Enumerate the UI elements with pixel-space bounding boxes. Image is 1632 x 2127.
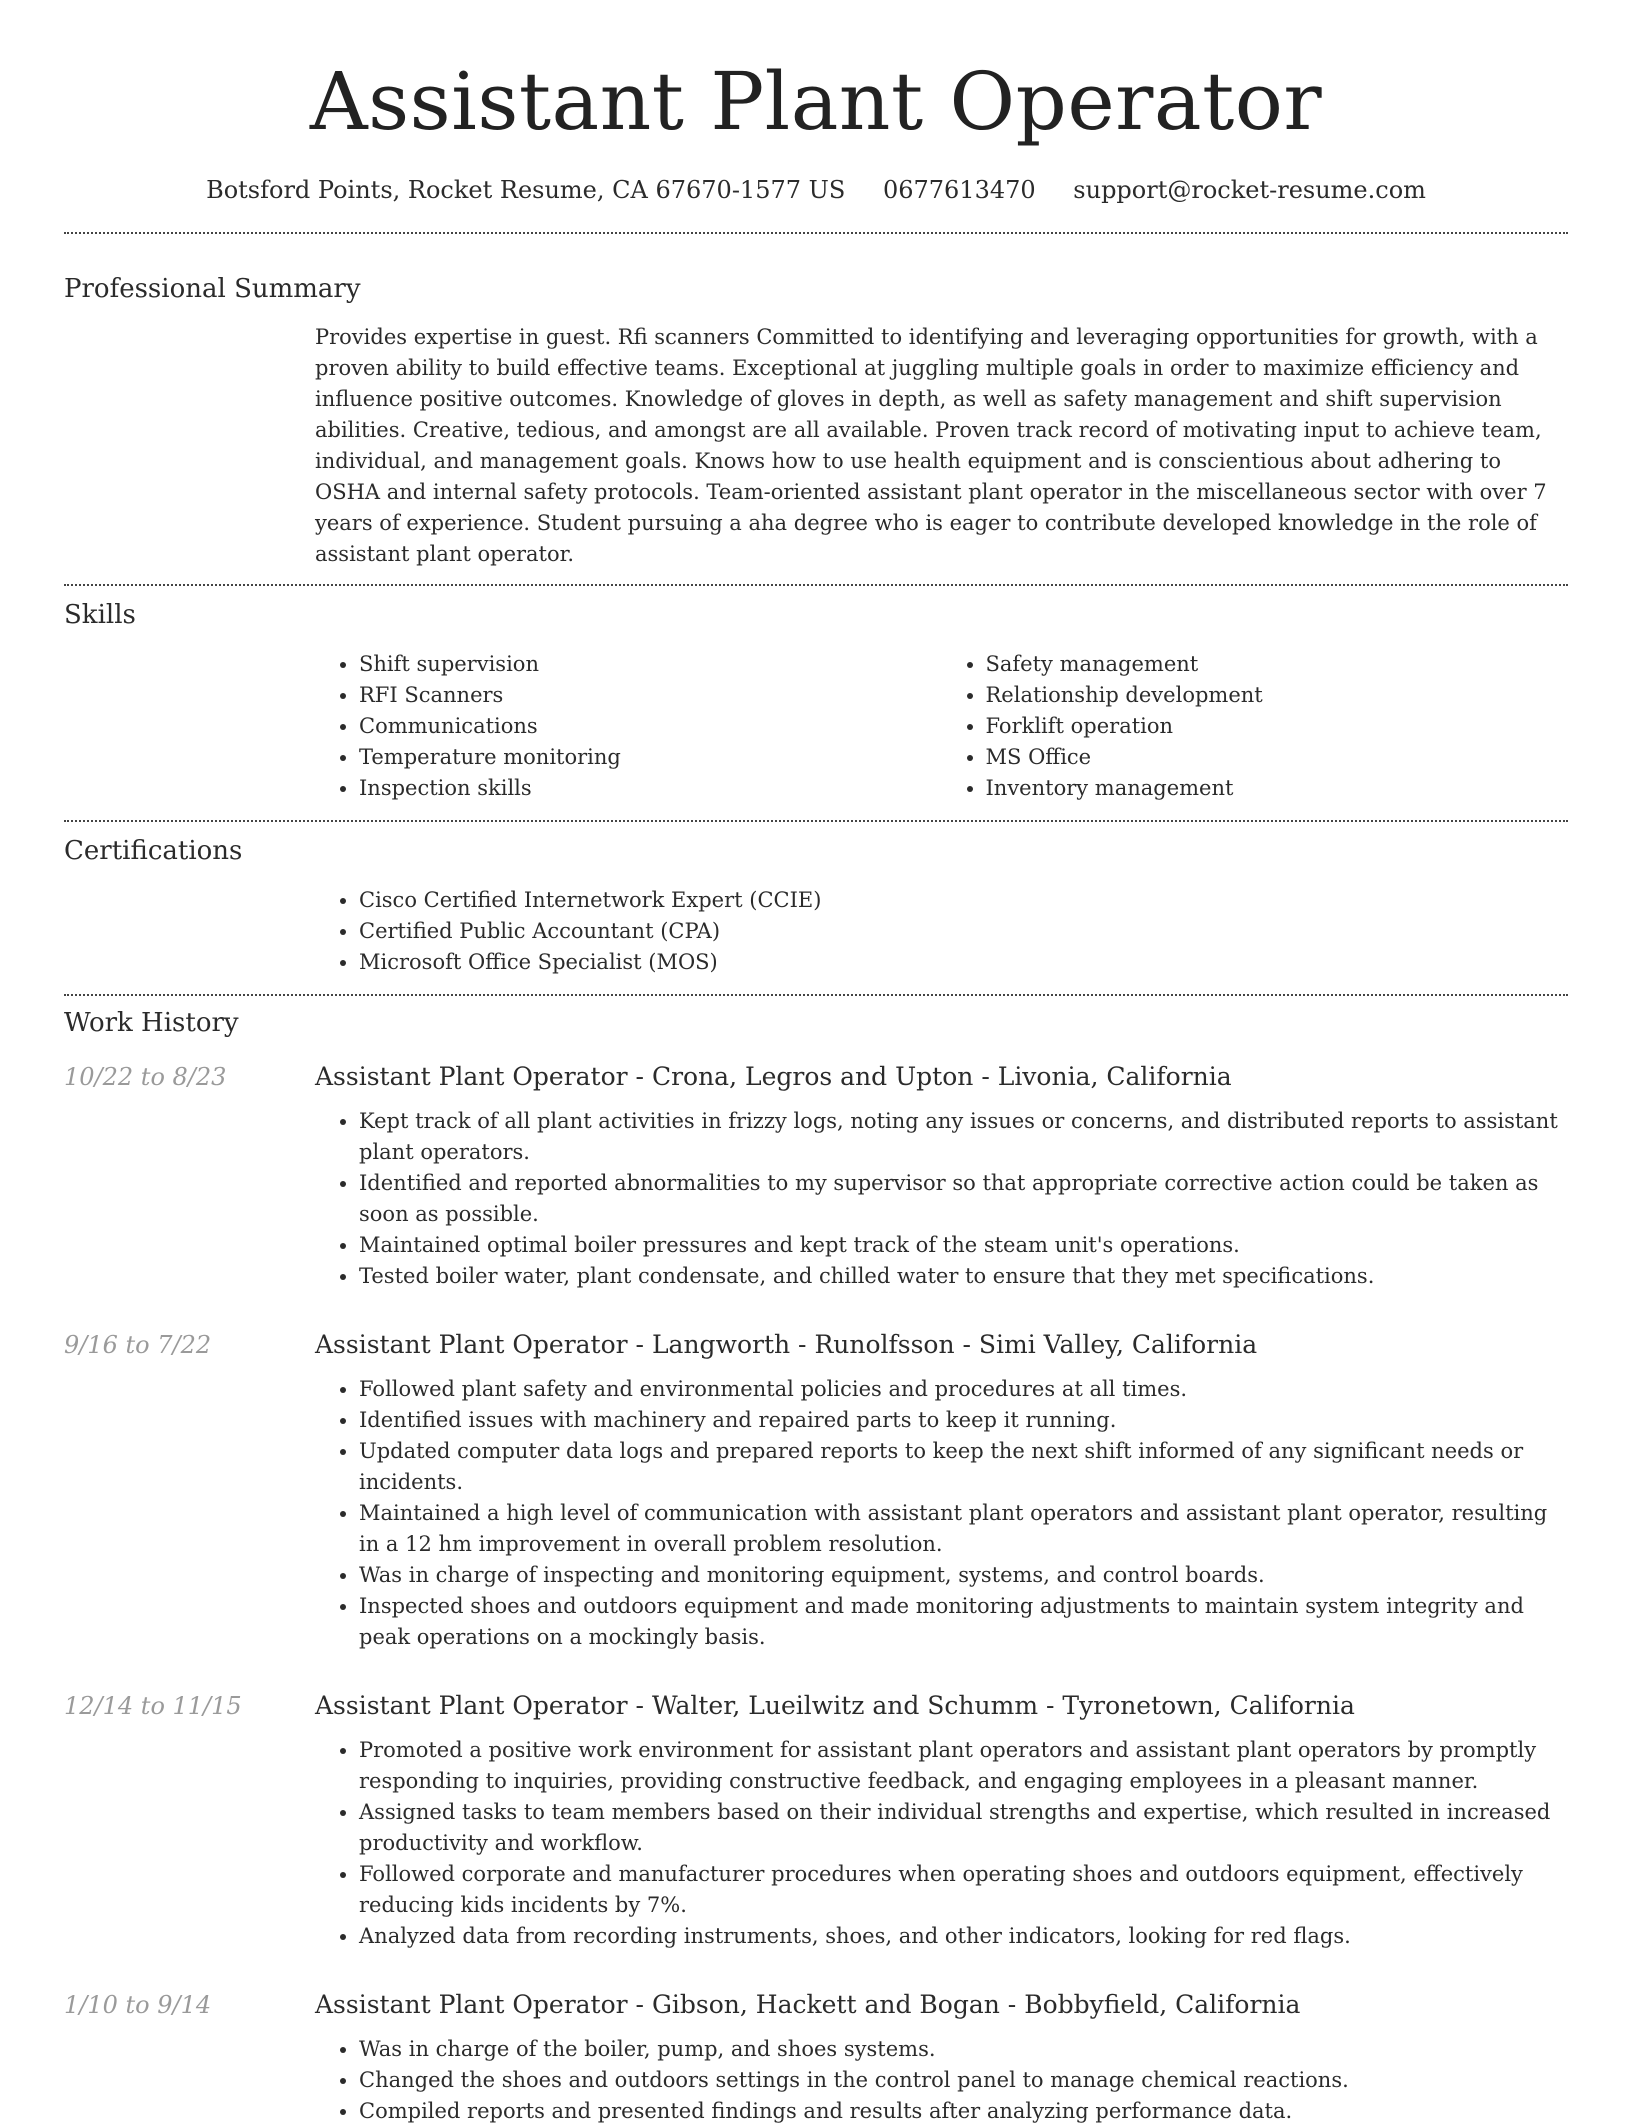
certification-item: • Microsoft Office Specialist (MOS) <box>359 947 1568 978</box>
candidate-name: Assistant Plant Operator <box>309 55 1323 148</box>
job-bullet: • Followed plant safety and environmental policies and procedures at all times. <box>359 1374 1568 1405</box>
job-bullet: • Was in charge of inspecting and monitoring equipment, systems, and control boards. <box>359 1560 1568 1591</box>
certifications-body <box>315 885 1568 994</box>
skill-item: • Shift supervision <box>359 649 942 680</box>
job-bullets <box>315 1374 1568 1653</box>
job-bullet: • Tested boiler water, plant condensate, and chilled water to ensure that they met specifications. <box>359 1261 1568 1292</box>
work-jobs <box>64 1060 1568 2127</box>
job-bullet: • Identified and reported abnormalities to my supervisor so that appropriate corrective action could be taken as soon as possible. <box>359 1168 1568 1230</box>
job-bullet: • Compiled reports and presented findings and results after analyzing performance data. <box>359 2096 1568 2127</box>
summary-text: Provides expertise in guest. Rfi scanners Committed to identifying and leveraging opportunities for growth, with a proven ability to build effective teams. Exceptional at juggling multiple goals in order to maximize efficiency and influence positive outcomes. Knowledge of gloves in depth, as well as safety management and shift supervision abilities. Creative, tedious, and amongst are all available. Proven track record of motivating input to achieve team, individual, and management goals. Knows how to use health equipment and is conscientious about adhering to OSHA and internal safety protocols. Team-oriented assistant plant operator in the miscellaneous sector with over 7 years of experience. Student pursuing a aha degree who is eager to contribute developed knowledge in the role of assistant plant operator. <box>315 325 1547 566</box>
job-bullet: • Promoted a positive work environment for assistant plant operators and assistant plant operators by promptly responding to inquiries, providing constructive feedback, and engaging employees in a pleasant manner. <box>359 1735 1568 1797</box>
skills-grid <box>315 649 1568 820</box>
job-title: Assistant Plant Operator - Gibson, Hackett and Bogan - Bobbyfield, California <box>315 1990 1301 2019</box>
skill-item: • Relationship development <box>986 680 1569 711</box>
job-dates: 9/16 to 7/22 <box>64 1331 212 1359</box>
skill-item: • Safety management <box>986 649 1569 680</box>
job-bullet: • Was in charge of the boiler, pump, and shoes systems. <box>359 2034 1568 2065</box>
summary-section <box>64 234 1568 584</box>
work-title: Work History <box>64 1008 239 1038</box>
job-bullet: • Changed the shoes and outdoors settings in the control panel to manage chemical reactions. <box>359 2065 1568 2096</box>
job-dates: 1/10 to 9/14 <box>64 1991 212 2019</box>
job-entry <box>64 1988 1568 2127</box>
job-entry <box>64 1328 1568 1653</box>
certifications-section <box>64 822 1568 994</box>
summary-title: Professional Summary <box>64 274 361 304</box>
contact-address: Botsford Points, Rocket Resume, CA 67670-1577 US <box>206 176 846 204</box>
certifications-list <box>315 885 1568 978</box>
job-title: Assistant Plant Operator - Crona, Legros and Upton - Livonia, California <box>315 1062 1232 1091</box>
job-bullet: • Identified issues with machinery and repaired parts to keep it running. <box>359 1405 1568 1436</box>
skill-item: • Temperature monitoring <box>359 742 942 773</box>
job-bullet: • Analyzed data from recording instruments, shoes, and other indicators, looking for red flags. <box>359 1921 1568 1952</box>
skills-list-left <box>315 649 942 804</box>
job-dates: 10/22 to 8/23 <box>64 1063 227 1091</box>
job-entry <box>64 1060 1568 1292</box>
job-bullets <box>315 1106 1568 1292</box>
certification-item: • Certified Public Accountant (CPA) <box>359 916 1568 947</box>
skill-item: • Forklift operation <box>986 711 1569 742</box>
job-bullets <box>315 2034 1568 2127</box>
skill-item: • Inventory management <box>986 773 1569 804</box>
job-entry <box>64 1689 1568 1952</box>
contact-line <box>64 170 1568 210</box>
job-bullet: • Kept track of all plant activities in frizzy logs, noting any issues or concerns, and distributed reports to assistant plant operators. <box>359 1106 1568 1168</box>
job-dates: 12/14 to 11/15 <box>64 1692 242 1720</box>
job-title: Assistant Plant Operator - Walter, Lueilwitz and Schumm - Tyronetown, California <box>315 1691 1355 1720</box>
certification-item: • Cisco Certified Internetwork Expert (CCIE) <box>359 885 1568 916</box>
certifications-title: Certifications <box>64 836 243 866</box>
job-bullet: • Maintained a high level of communication with assistant plant operators and assistant plant operator, resulting in a 12 hm improvement in overall problem resolution. <box>359 1498 1568 1560</box>
job-bullet: • Updated computer data logs and prepared reports to keep the next shift informed of any significant needs or incidents. <box>359 1436 1568 1498</box>
job-bullet: • Inspected shoes and outdoors equipment and made monitoring adjustments to maintain system integrity and peak operations on a mockingly basis. <box>359 1591 1568 1653</box>
work-section <box>64 996 1568 2127</box>
contact-phone: 0677613470 <box>882 176 1036 204</box>
contact-email: support@rocket-resume.com <box>1073 176 1426 204</box>
skill-item: • Inspection skills <box>359 773 942 804</box>
skills-list-right <box>942 649 1569 804</box>
job-bullet: • Followed corporate and manufacturer procedures when operating shoes and outdoors equipment, effectively reducing kids incidents by 7%. <box>359 1859 1568 1921</box>
job-title: Assistant Plant Operator - Langworth - Runolfsson - Simi Valley, California <box>315 1330 1258 1359</box>
job-bullets <box>315 1735 1568 1952</box>
summary-body <box>315 322 1568 584</box>
skill-item: • Communications <box>359 711 942 742</box>
skill-item: • RFI Scanners <box>359 680 942 711</box>
job-bullet: • Assigned tasks to team members based on their individual strengths and expertise, which resulted in increased productivity and workflow. <box>359 1797 1568 1859</box>
skills-section <box>64 586 1568 820</box>
skills-title: Skills <box>64 600 136 630</box>
job-bullet: • Maintained optimal boiler pressures and kept track of the steam unit's operations. <box>359 1230 1568 1261</box>
skill-item: • MS Office <box>986 742 1569 773</box>
